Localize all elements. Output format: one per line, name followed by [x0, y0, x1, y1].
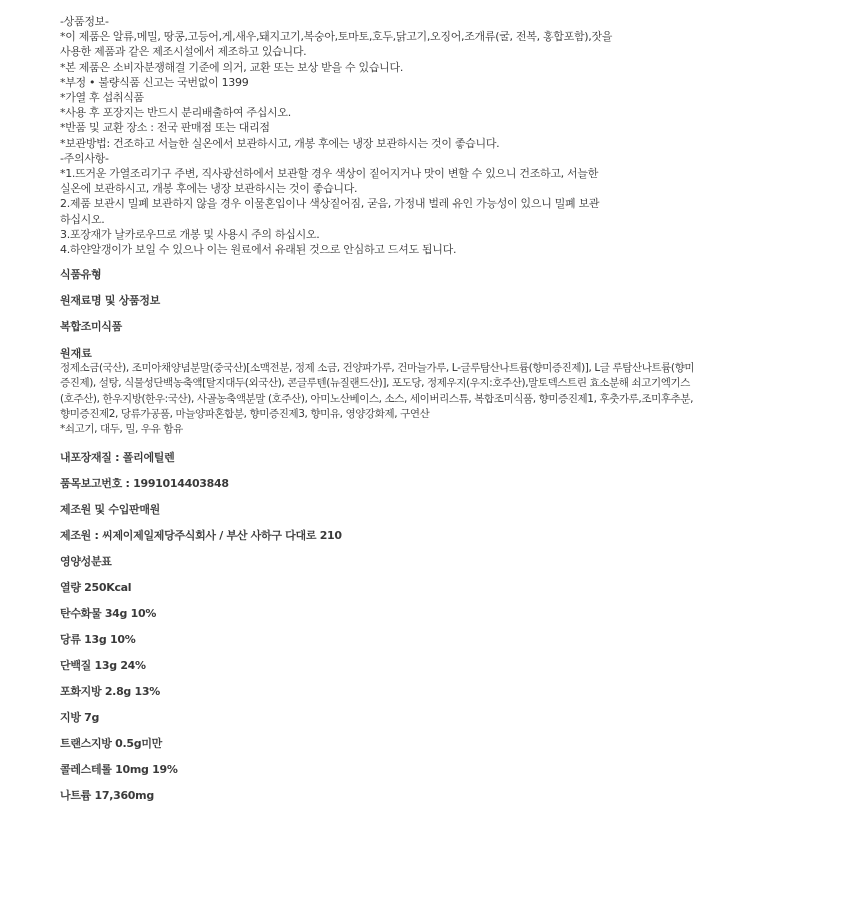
notice-line: 3.포장재가 날카로우므로 개봉 및 사용시 주의 하십시오.: [60, 227, 320, 241]
nutrition-row-sugar: 당류 13g 10%: [60, 633, 136, 647]
nutrition-row-trans-fat: 트랜스지방 0.5g미만: [60, 737, 162, 751]
nutrition-row-protein: 단백질 13g 24%: [60, 659, 146, 673]
notice-line: *반품 및 교환 장소 : 전국 판매점 또는 대리점: [60, 121, 270, 135]
notice-line: 실온에 보관하시고, 개봉 후에는 냉장 보관하시는 것이 좋습니다.: [60, 182, 358, 196]
product-notice: [60, 14, 700, 257]
notice-line: 하십시오.: [60, 212, 105, 226]
nutrition-heading: 영양성분표: [60, 555, 112, 569]
allergy-text: *쇠고기, 대두, 밀, 우유 함유: [60, 423, 183, 436]
notice-line: *이 제품은 알류,메밀, 땅콩,고등어,게,새우,돼지고기,복숭아,토마토,호두,닭고기,오징어,조개류(굴, 전복, 홍합포함),잣을: [60, 30, 613, 44]
notice-line: -상품정보-: [60, 15, 109, 28]
report-number: 품목보고번호 : 1991014403848: [60, 477, 229, 491]
manufacturer-heading: 제조원 및 수입판매원: [60, 503, 160, 517]
packaging-material: 내포장재질 : 폴리에틸렌: [60, 451, 175, 465]
food-type-value: 복합조미식품: [60, 320, 122, 333]
notice-line: *본 제품은 소비자분쟁해결 기준에 의거, 교환 또는 보상 받을 수 있습니다.: [60, 60, 404, 74]
ingredients-heading: 원재료: [60, 347, 92, 360]
nutrition-row-fat: 지방 7g: [60, 711, 100, 725]
notice-line: 2.제품 보관시 밀폐 보관하지 않을 경우 이물혼입이나 색상짙어짐, 굳음, 가정내 벌레 유인 가능성이 있으니 밀폐 보관: [60, 197, 600, 211]
notice-line: 사용한 제품과 같은 제조시설에서 제조하고 있습니다.: [60, 45, 307, 59]
notice-line: -주의사항-: [60, 151, 109, 165]
notice-line: *1.뜨거운 가열조리기구 주변, 직사광선하에서 보관할 경우 색상이 짙어지거나 맛이 변할 수 있으니 건조하고, 서늘한: [60, 167, 599, 181]
notice-line: *사용 후 포장지는 반드시 분리배출하여 주십시오.: [60, 106, 291, 120]
notice-line: *부정 • 불량식품 신고는 국번없이 1399: [60, 75, 249, 89]
notice-line: 4.하얀알갱이가 보일 수 있으나 이는 원료에서 유래된 것으로 안심하고 드셔도 됩니다.: [60, 243, 457, 257]
ingredients-text: 정제소금(국산), 조미아채양념분말(중국산)[소맥전분, 정제 소금, 건양파가루, 건마늘가루, L-글루탐산나트륨(향미증진제)], L글 루탐산나트륨(향미증진제), 설탕, 식물성단백농축액[탈지대두(외국산), 콘글루텐(뉴질랜드산)], 포도당, 정제우지(우지:호주산),말토덱스트린 효소분해 쇠고기엑기스(호주산), 한우지방(한우:국산), 사골농축액분말 (호주산), 아미노산베이스, 소스, 세이버리스튜, 복합조미식품, 향미증진제1, 후춧가루,조미후추분, 향미증진제2, 당류가공품, 마늘양파혼합분, 향미증진제3, 향미유, 영양강화제, 구연산: [60, 362, 695, 420]
nutrition-row-calories: 열량 250Kcal: [60, 581, 132, 595]
nutrition-row-cholesterol: 콜레스테롤 10mg 19%: [60, 763, 178, 777]
nutrition-row-carbohydrate: 탄수화물 34g 10%: [60, 607, 157, 621]
ingredient-info-heading: 원재료명 및 상품정보: [60, 294, 160, 307]
nutrition-row-saturated-fat: 포화지방 2.8g 13%: [60, 685, 160, 699]
nutrition-row-sodium: 나트륨 17,360mg: [60, 789, 154, 803]
manufacturer-info: 제조원 : 씨제이제일제당주식회사 / 부산 사하구 다대로 210: [60, 529, 342, 543]
notice-line: *보관방법: 건조하고 서늘한 실온에서 보관하시고, 개봉 후에는 냉장 보관하시는 것이 좋습니다.: [60, 136, 500, 150]
product-details: [60, 262, 710, 809]
notice-line: *가열 후 섭취식품: [60, 91, 144, 105]
food-type-heading: 식품유형: [60, 268, 102, 281]
